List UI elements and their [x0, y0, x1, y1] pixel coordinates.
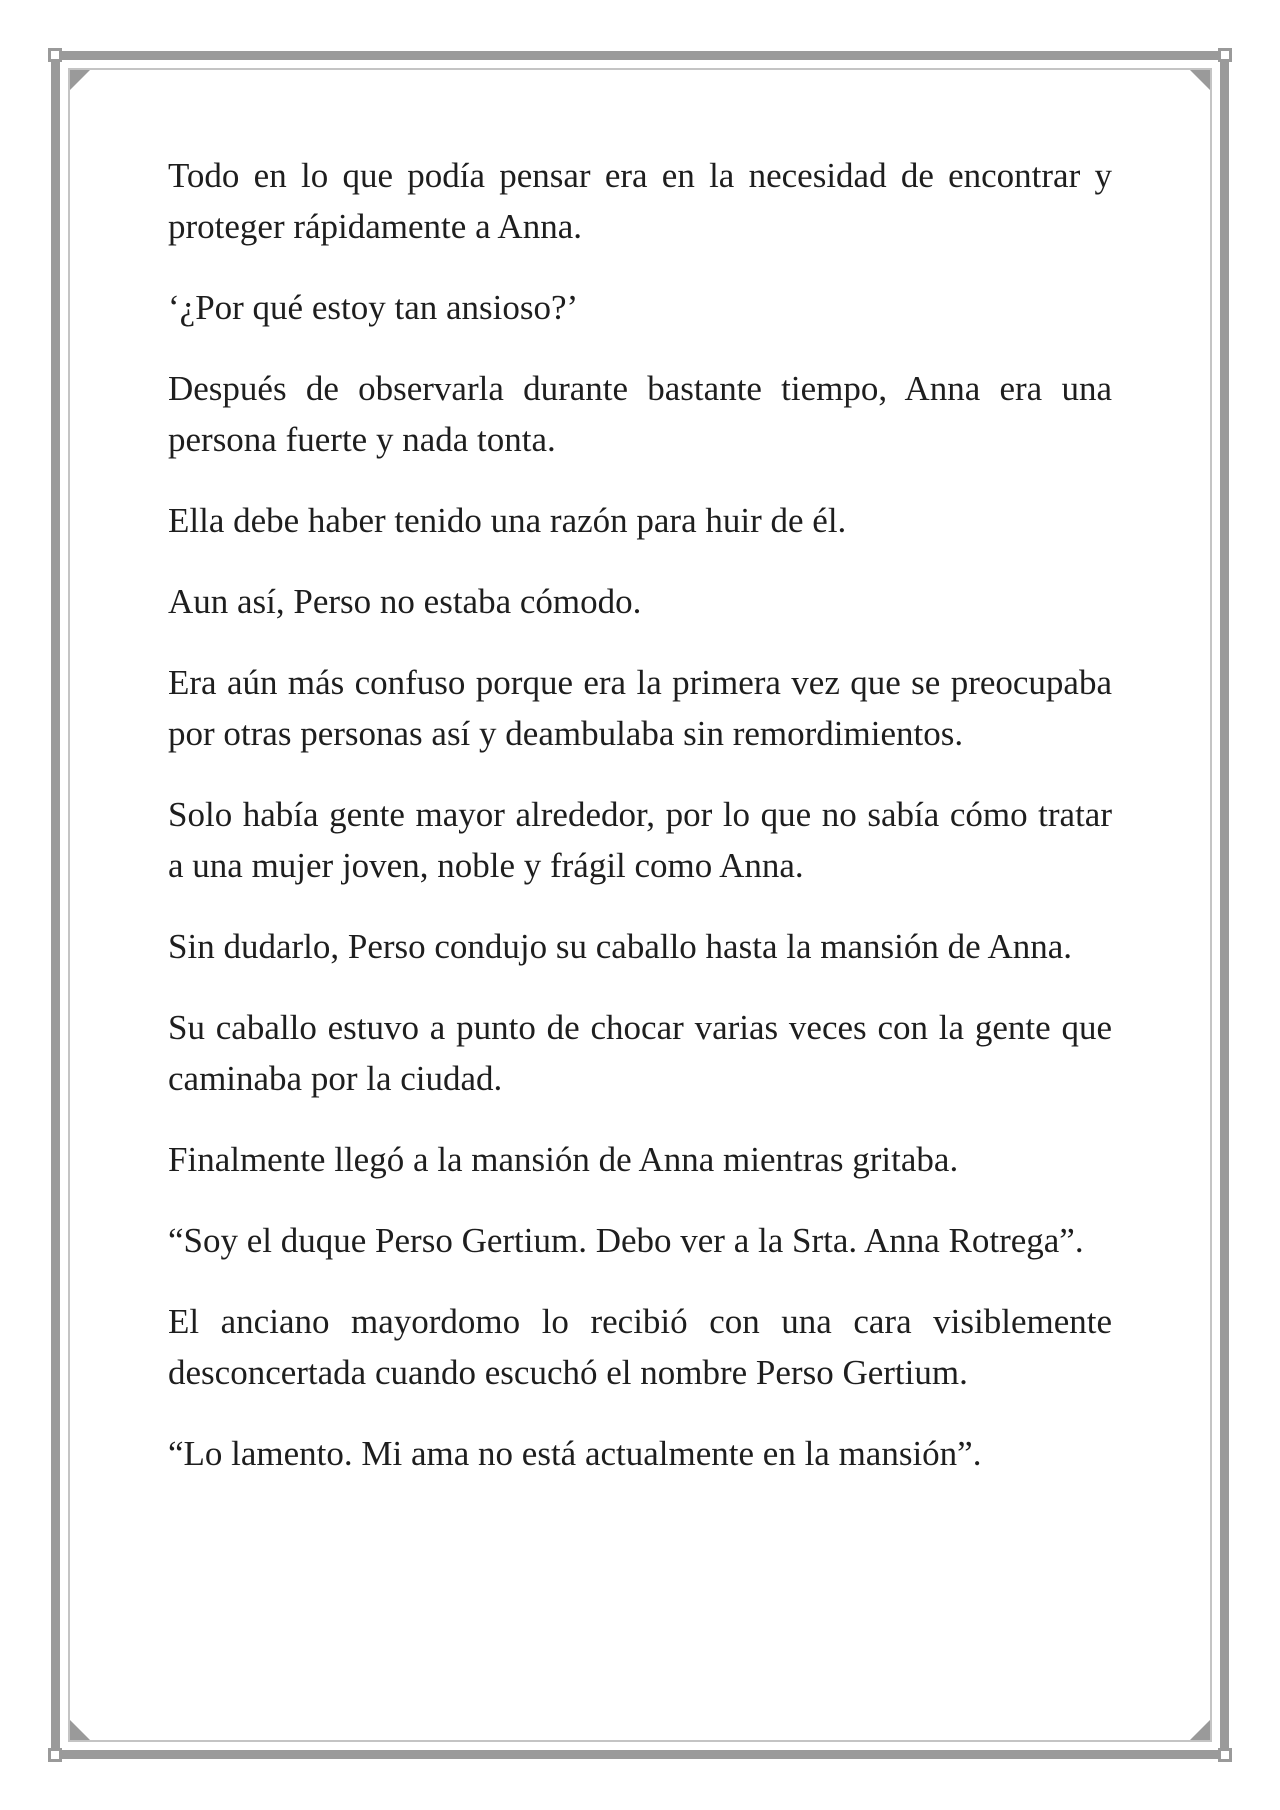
paragraph: Después de observarla durante bastante tiempo, Anna era una persona fuerte y nada tonta.	[168, 369, 1112, 459]
corner-ornament-top-left	[48, 48, 62, 62]
corner-triangle-top-left	[70, 70, 90, 90]
inner-line-bottom	[68, 1740, 1212, 1742]
paragraph: Ella debe haber tenido una razón para huir de él.	[168, 501, 847, 540]
corner-ornament-bottom-left	[48, 1748, 62, 1762]
inner-line-top	[68, 68, 1212, 70]
paragraph: ‘¿Por qué estoy tan ansioso?’	[168, 288, 579, 327]
paragraph: Solo había gente mayor alrededor, por lo que no sabía cómo tratar a una mujer joven, noble y frágil como Anna.	[168, 795, 1112, 885]
corner-triangle-bottom-left	[70, 1720, 90, 1740]
border-top	[60, 51, 1220, 60]
paragraph: Todo en lo que podía pensar era en la necesidad de encontrar y proteger rápidamente a Anna.	[168, 156, 1112, 246]
paragraph: Aun así, Perso no estaba cómodo.	[168, 582, 642, 621]
paragraph: Era aún más confuso porque era la primera vez que se preocupaba por otras personas así y deambulaba sin remordimientos.	[168, 663, 1112, 753]
border-bottom	[60, 1750, 1220, 1759]
corner-triangle-top-right	[1190, 70, 1210, 90]
paragraph: “Soy el duque Perso Gertium. Debo ver a la Srta. Anna Rotrega”.	[168, 1221, 1084, 1260]
paragraph: El anciano mayordomo lo recibió con una cara visiblemente desconcertada cuando escuchó el nombre Perso Gertium.	[168, 1302, 1112, 1392]
paragraph: Su caballo estuvo a punto de chocar varias veces con la gente que caminaba por la ciudad.	[168, 1008, 1112, 1098]
corner-ornament-bottom-right	[1218, 1748, 1232, 1762]
paragraph: Sin dudarlo, Perso condujo su caballo hasta la mansión de Anna.	[168, 927, 1073, 966]
document-body	[168, 150, 1112, 1509]
border-left	[51, 60, 60, 1750]
inner-line-right	[1210, 68, 1212, 1742]
paragraph: Finalmente llegó a la mansión de Anna mientras gritaba.	[168, 1140, 959, 1179]
corner-triangle-bottom-right	[1190, 1720, 1210, 1740]
corner-ornament-top-right	[1218, 48, 1232, 62]
inner-line-left	[68, 68, 70, 1742]
paragraph: “Lo lamento. Mi ama no está actualmente en la mansión”.	[168, 1434, 982, 1473]
border-right	[1220, 60, 1229, 1750]
